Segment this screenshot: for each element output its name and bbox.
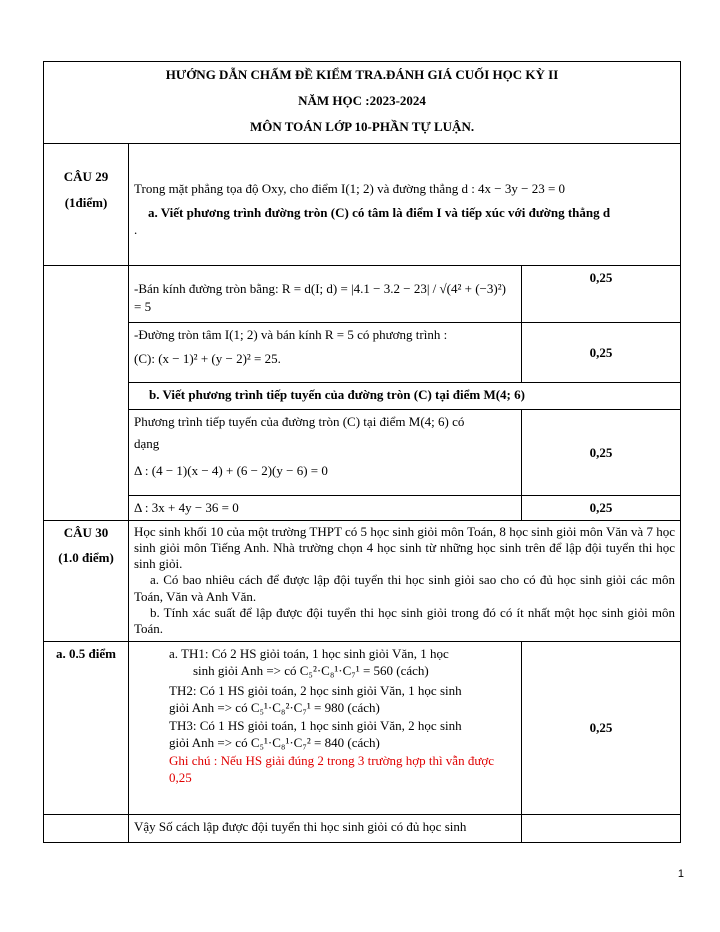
q29-step3-line3: Δ : (4 − 1)(x − 4) + (6 − 2)(y − 6) = 0 xyxy=(134,463,328,479)
q30-conclusion-row xyxy=(44,814,681,842)
q30-conclusion: Vậy Số cách lập được đội tuyển thi học sinh giỏi có đủ học sinh xyxy=(129,814,522,842)
q29-step3-score: 0,25 xyxy=(522,410,681,496)
q29-step3-cell xyxy=(129,410,522,496)
q30-stem: Học sinh khối 10 của một trường THPT có 5 học sinh giỏi môn Toán, 8 học sinh giỏi môn Văn và 7 học sinh giỏi môn Tiếng Anh. Nhà trường chọn 4 học sinh từ những học sinh trên để lập đội tuyển thi học sinh giỏi. xyxy=(134,523,676,572)
q29-step1-score: 0,25 xyxy=(522,266,681,323)
q29-step1-row xyxy=(44,266,681,323)
q30-th3-line1: TH3: Có 1 HS giỏi toán, 1 học sinh giỏi Văn, 2 học sinh xyxy=(169,717,462,733)
q29-step2-line1: -Đường tròn tâm I(1; 2) và bán kính R = 5 có phương trình : xyxy=(134,327,448,342)
q29-step3-line1: Phương trình tiếp tuyến của đường tròn (C) tại điểm M(4; 6) có xyxy=(134,414,465,429)
grading-table xyxy=(43,61,681,843)
q29-part-b: b. Viết phương trình tiếp tuyến của đường tròn (C) tại điểm M(4; 6) xyxy=(129,383,681,410)
q30-label-cell xyxy=(44,520,129,641)
q30-a-label: a. 0.5 điểm xyxy=(44,641,129,814)
q29-part-b-row xyxy=(44,383,681,410)
q30-conclusion-score-cell xyxy=(522,814,681,842)
q30-question-cell xyxy=(129,520,681,641)
q29-step2-cell xyxy=(129,323,522,383)
q29-step3-row xyxy=(44,410,681,496)
document-header xyxy=(44,62,681,144)
header-school-year: NĂM HỌC :2023-2024 xyxy=(298,93,426,108)
q29-question-cell xyxy=(129,144,681,266)
q29-step2-row xyxy=(44,323,681,383)
q30-a-row xyxy=(44,641,681,814)
q29-part-a-dot: . xyxy=(134,222,138,238)
q29-step4-score: 0,25 xyxy=(522,496,681,521)
q29-title: CÂU 29 xyxy=(63,169,109,184)
header-title: HƯỚNG DẪN CHẤM ĐỀ KIỂM TRA.ĐÁNH GIÁ CUỐI HỌC KỲ II xyxy=(165,67,559,82)
q30-title: CÂU 30 xyxy=(63,524,109,540)
q30-th3-line2: giỏi Anh => có C₅¹·C₈¹·C₇² = 840 (cách) xyxy=(169,735,380,751)
q29-step3-line2: dạng xyxy=(134,435,160,451)
q29-step4: Δ : 3x + 4y − 36 = 0 xyxy=(129,496,522,521)
q29-step1: -Bán kính đường tròn bằng: R = d(I; d) = |4.1 − 3.2 − 23| / √(4² + (−3)²) = 5 xyxy=(129,266,522,323)
q30-th2-line2: giỏi Anh => có C₅¹·C₈²·C₇¹ = 980 (cách) xyxy=(169,700,380,716)
q29-step4-row xyxy=(44,496,681,521)
q30-th1-line2: sinh giỏi Anh => có C₅²·C₈¹·C₇¹ = 560 (cách) xyxy=(193,663,429,679)
q30-a-score: 0,25 xyxy=(522,641,681,814)
q30-part-b: b. Tính xác suất để lập được đội tuyển thi học sinh giỏi trong đó có ít nhất một học sinh giỏi môn Toán. xyxy=(134,604,676,637)
q29-empty-label-cell xyxy=(44,266,129,521)
header-row xyxy=(44,62,681,144)
q30-a-solution-cell xyxy=(129,641,522,814)
q30-th1-line1: a. TH1: Có 2 HS giỏi toán, 1 học sinh giỏi Văn, 1 học xyxy=(169,645,449,661)
q30-row xyxy=(44,520,681,641)
q30-points: (1.0 điểm) xyxy=(58,550,114,566)
q30-th2-line1: TH2: Có 1 HS giỏi toán, 2 học sinh giỏi Văn, 1 học sinh xyxy=(169,682,462,698)
q29-step2-score: 0,25 xyxy=(522,323,681,383)
q29-step2-line2: (C): (x − 1)² + (y − 2)² = 25. xyxy=(134,350,281,366)
q29-row xyxy=(44,144,681,266)
q29-points: (1điểm) xyxy=(64,194,108,210)
q29-part-a: a. Viết phương trình đường tròn (C) có tâm là điểm I và tiếp xúc với đường thẳng d xyxy=(148,204,611,220)
q29-stem: Trong mặt phẳng tọa độ Oxy, cho điểm I(1; 2) và đường thẳng d : 4x − 3y − 23 = 0 xyxy=(134,181,566,196)
q30-note: Ghi chú : Nếu HS giải đúng 2 trong 3 trường hợp thì vẫn được 0,25 xyxy=(169,752,495,786)
q30-part-a: a. Có bao nhiêu cách để được lập đội tuyển thi học sinh giỏi sao cho có đủ học sinh giỏi các môn Toán, Văn và Anh Văn. xyxy=(134,572,676,604)
header-subject: MÔN TOÁN LỚP 10-PHẦN TỰ LUẬN. xyxy=(249,119,475,134)
q29-label-cell xyxy=(44,144,129,266)
q30-conclusion-label-cell xyxy=(44,814,129,842)
page-number: 1 xyxy=(677,868,684,880)
